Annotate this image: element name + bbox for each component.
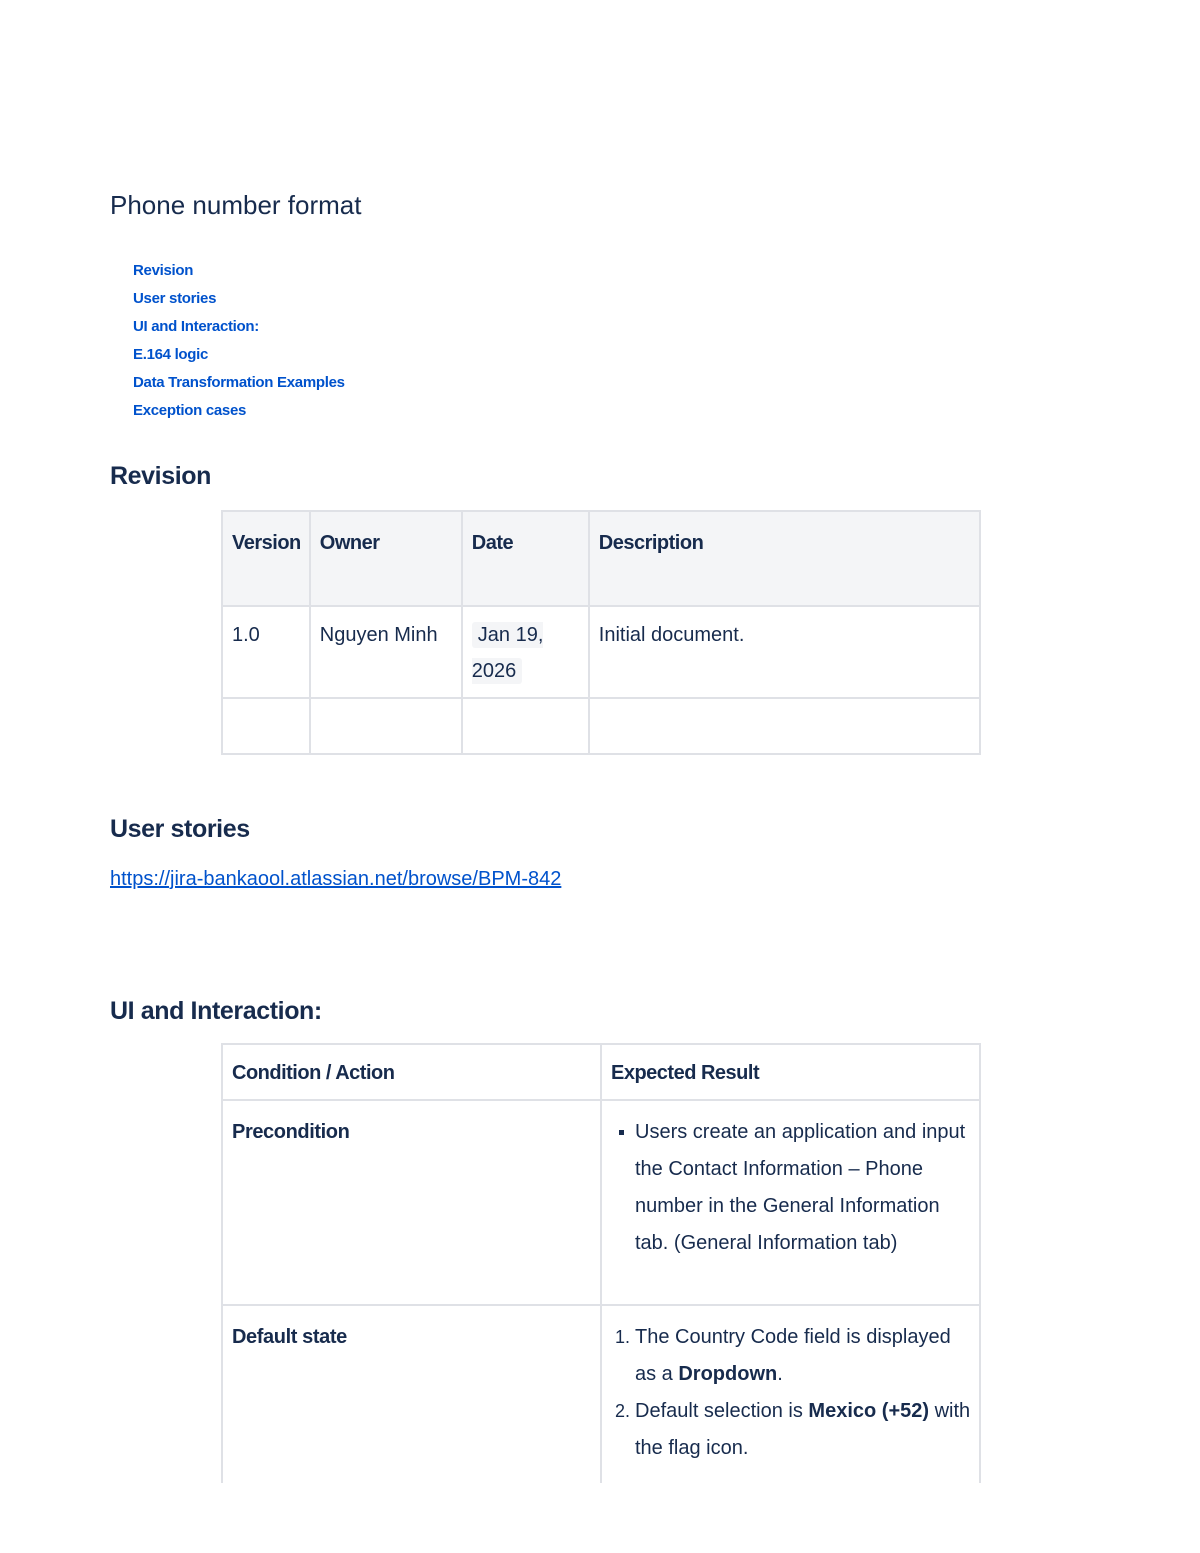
toc-link[interactable]: UI and Interaction:: [133, 318, 259, 335]
revision-table: [221, 510, 981, 755]
bold-text: Mexico (+52): [808, 1400, 930, 1422]
page-bottom-margin: [0, 1483, 1200, 1553]
table-header-row: [222, 1044, 980, 1100]
page-title: Phone number format: [110, 190, 362, 220]
list-item-text: with the flag icon.: [635, 1400, 971, 1459]
column-header-date: Date: [462, 511, 589, 606]
column-header-version: Version: [222, 511, 310, 606]
toc-item-e164-logic[interactable]: [133, 344, 345, 372]
bold-text: Dropdown: [678, 1363, 778, 1385]
empty-cell[interactable]: [222, 698, 310, 754]
list-item-text: The Country Code field is displayed as a: [635, 1326, 951, 1385]
table-row: [222, 1100, 980, 1305]
toc-link[interactable]: Exception cases: [133, 402, 247, 419]
default-state-label: Default state: [222, 1305, 601, 1505]
list-item: Users create an application and input the Contact Information – Phone number in the General Information tab. (General Information tab): [635, 1114, 971, 1262]
numbered-list: [611, 1319, 971, 1467]
description-cell: Initial document.: [589, 606, 980, 698]
version-cell: 1.0: [222, 606, 310, 698]
empty-cell[interactable]: [310, 698, 462, 754]
bullet-list: [611, 1114, 971, 1262]
precondition-result: [601, 1100, 980, 1305]
toc-item-exception-cases[interactable]: [133, 400, 345, 428]
date-lozenge: Jan 19, 2026: [471, 624, 544, 682]
list-item-text: .: [777, 1363, 783, 1385]
list-item: [635, 1393, 971, 1467]
toc-link[interactable]: E.164 logic: [133, 346, 209, 363]
table-of-contents: [133, 260, 345, 428]
column-header-result: Expected Result: [601, 1044, 980, 1100]
precondition-label: Precondition: [222, 1100, 601, 1305]
toc-link[interactable]: User stories: [133, 290, 217, 307]
user-stories-heading: User stories: [110, 815, 250, 843]
default-state-result: [601, 1305, 980, 1505]
table-row: [222, 698, 980, 754]
empty-cell[interactable]: [589, 698, 980, 754]
jira-story-link[interactable]: https://jira-bankaool.atlassian.net/browse/BPM-842: [110, 868, 562, 890]
table-row: [222, 606, 980, 698]
column-header-description: Description: [589, 511, 980, 606]
revision-heading: Revision: [110, 462, 211, 490]
date-cell: [462, 606, 589, 698]
column-header-owner: Owner: [310, 511, 462, 606]
toc-link[interactable]: Data Transformation Examples: [133, 374, 345, 391]
toc-item-ui-interaction[interactable]: [133, 316, 345, 344]
toc-item-revision[interactable]: [133, 260, 345, 288]
toc-item-data-transformation[interactable]: [133, 372, 345, 400]
ui-interaction-table: [221, 1043, 981, 1506]
toc-item-user-stories[interactable]: [133, 288, 345, 316]
table-row: [222, 1305, 980, 1505]
owner-cell: Nguyen Minh: [310, 606, 462, 698]
table-header-row: [222, 511, 980, 606]
empty-cell[interactable]: [462, 698, 589, 754]
ui-interaction-heading: UI and Interaction:: [110, 997, 322, 1025]
list-item-text: Default selection is: [635, 1400, 809, 1422]
column-header-condition: Condition / Action: [222, 1044, 601, 1100]
list-item: [635, 1319, 971, 1393]
toc-link[interactable]: Revision: [133, 262, 194, 279]
